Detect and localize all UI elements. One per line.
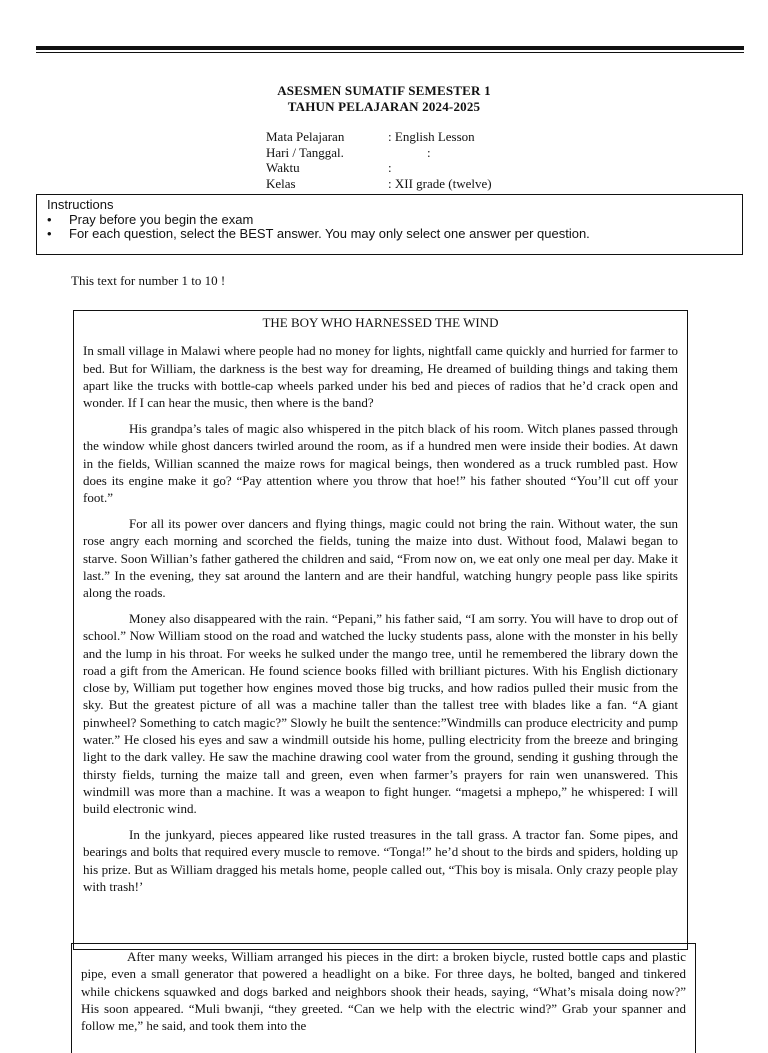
instruction-item (47, 213, 732, 228)
meta-row-class (266, 176, 492, 192)
story-paragraph: In small village in Malawi where people had no money for lights, nightfall came quickly and hurried for farmer to bed. But for William, the darkness is the best way for dreaming, He dreamed of building things and taking them apart like the trucks with bottle-cap wheels parked under his bed and pieces of radios that he’d crack open and wonder. If I can hear the music, then where is the band? (83, 343, 678, 411)
meta-separator: : (388, 129, 395, 144)
meta-label: Hari / Tanggal. (266, 144, 344, 160)
instructions-box (36, 194, 743, 255)
story-title: THE BOY WHO HARNESSED THE WIND (262, 315, 499, 330)
reading-intro: This text for number 1 to 10 ! (71, 273, 226, 288)
story-continuation-box (71, 943, 696, 1053)
meta-separator: : (388, 175, 395, 191)
story-paragraph: After many weeks, William arranged his pieces in the dirt: a broken biycle, rusted bottle caps and plastic pipe, even a small generator that powered a headlight on a bike. For three days, he bolted, banged and tinkered while chickens squawked and dogs barked and neighbors shook their heads, saying, “What’s misala doing now?” His soon appeared. “Muli bwanji, “they greeted. “Can we help with the electric wind?” Grab your spanner and follow me,” he said, and took them into the (81, 949, 686, 1034)
top-rule (36, 46, 744, 50)
meta-separator: : (388, 160, 392, 175)
meta-row-time (266, 160, 492, 176)
meta-label: Kelas (266, 175, 296, 191)
exam-meta (266, 129, 492, 191)
meta-value: XII grade (twelve) (394, 175, 492, 191)
story-paragraph: For all its power over dancers and flying things, magic could not bring the rain. Without water, the sun rose angry each morning and scorched the fields, tuning the maize into dust. Without food, Malawi began to starve. Soon Willian’s father gathered the children and said, “From now on, we eat only one meal per day. Make it last.” In the evening, they sat around the lantern and are their handful, watching hungry people pass like spirits along the roads. (83, 515, 678, 601)
story-paragraph: In the junkyard, pieces appeared like rusted treasures in the tall grass. A tractor fan. Some pipes, and bearings and bolts that required every muscle to remove. “Tonga!” he’d shout to the birds and spiders, holding up his prize. But as William dragged his metals home, people called out, “This boy is misala. Only crazy people play with trash!’ (83, 827, 678, 894)
exam-year: TAHUN PELAJARAN 2024-2025 (287, 99, 481, 114)
meta-label: Waktu (266, 160, 300, 175)
exam-title: ASESMEN SUMATIF SEMESTER 1 (277, 83, 491, 98)
instruction-text: For each question, select the BEST answer. You may only select one answer per question. (69, 226, 590, 241)
meta-row-date (266, 145, 492, 161)
bullet-icon: • (47, 226, 52, 241)
meta-value: English Lesson (394, 129, 475, 144)
story-paragraph: His grandpa’s tales of magic also whispered in the pitch black of his room. Witch planes passed through the window while ghost dancers twirled around the room, as if a hundred men were inside their bodies. At dawn in the fields, Willian scanned the maize rows for magical beings, then wondered as a truck rumbled past. How does its engine make it go? “Pay attention where you throw that hoe!” his father shouted “You’ll cut off your foot.” (83, 420, 678, 506)
bullet-icon: • (47, 211, 52, 227)
instructions-list (47, 213, 732, 242)
story-paragraph: Money also disappeared with the rain. “Pepani,” his father said, “I am sorry. You will have to drop out of school.” Now William stood on the road and watched the lucky students pass, alone with the monster in his belly and the lump in his throat. For weeks he sulked under the mango tree, until he remembered the library down the road a gift from the American. He found science books filled with brilliant pictures. With his English dictionary close by, William put together how engines moved those big trucks, and how radios pulled their music from the sky. But the greatest picture of all was a machine taller than the tallest tree with blades like a fan. “A giant pinwheel? Something to catch magic?” Slowly he built the sentence:”Windmills can produce electricity and pump water.” He closed his eyes and saw a windmill outside his home, pulling electricity from the breeze and bringing light to the dark valley. He saw the machine drawing cool water from the ground, sending it gushing through the thirsty fields, turning the maize tall and green, even when farmer’s prayers for rain wen unanswered. This windmill was more than a machine. It was a weapon to fight hunger. “magetsi a mphepo,” he whispered: I will build electronic wind. (83, 610, 678, 817)
meta-label: Mata Pelajaran (266, 129, 345, 144)
top-rule-thin (36, 52, 744, 53)
instruction-text: Pray before you begin the exam (69, 211, 254, 227)
instruction-item (47, 227, 732, 242)
meta-row-subject (266, 129, 492, 145)
meta-separator: : (388, 144, 431, 160)
story-box (73, 310, 688, 950)
instructions-heading: Instructions (47, 197, 114, 212)
